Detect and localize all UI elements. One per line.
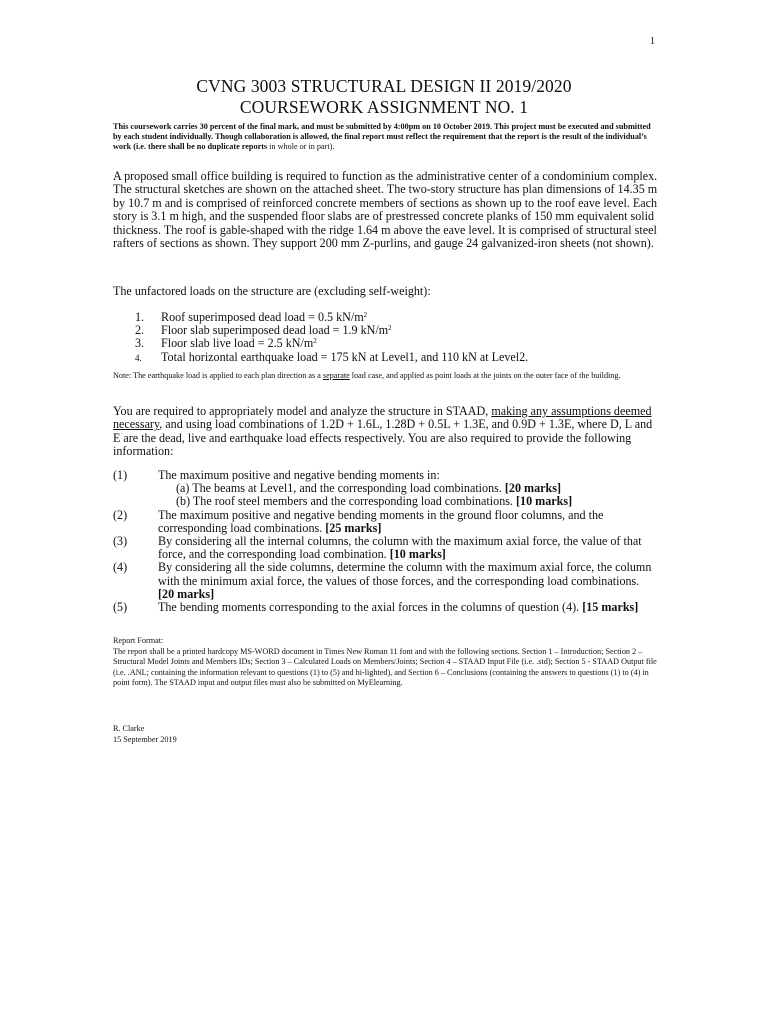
requirements-text-before: You are required to appropriately model and analyze the structure in STAAD, xyxy=(113,404,492,418)
list-item-number: 3. xyxy=(135,336,145,351)
marks-label: [20 marks] xyxy=(158,586,215,601)
report-format-section xyxy=(113,636,658,689)
intro-bold-text: This coursework carries 30 percent of the final mark, and must be submitted by 4:00pm on 10 October 2019. This project must be executed and submitted by each student individually. Though collaboration is allowed, the final report must reflect the requirement that the report is the result of the individual’s work (i.e. there shall be no duplicate reports xyxy=(113,122,651,151)
author-name: R. Clarke xyxy=(113,724,145,733)
list-item-text: Floor slab superimposed dead load = 1.9 kN/m xyxy=(161,323,389,338)
task-number: (1) xyxy=(113,468,128,482)
requirements-underlined: making any assumptions deemed necessary xyxy=(113,404,652,432)
task-item-2 xyxy=(113,509,658,535)
note-text-before: Note: The earthquake load is applied to each plan direction as a xyxy=(113,371,323,380)
task-text: The bending moments corresponding to the axial forces in the columns of question (4). xyxy=(158,600,583,615)
marks-label: [25 marks] xyxy=(325,520,382,535)
signature-date: 15 September 2019 xyxy=(113,734,177,744)
task-item-1 xyxy=(113,469,658,509)
report-format-body: The report shall be a printed hardcopy MS-WORD document in Times New Roman 11 font and with the following sections. Section 1 – Introduction; Section 2 – Structural Model Joints and Members IDs; Section 3 – Calculated Loads on Members/Joints; Section 4 – STAAD Input File (i.e. .std); Section 5 - STAAD Output file (i.e. .ANL; containing the information relevant to questions (1) to (5) and hi-lighted), and Section 6 – Conclusions (containing the answers to questions (1) to (4) in point form). The STAAD input and output files must also be submitted on MyElearning. xyxy=(113,646,657,688)
task-item-5 xyxy=(113,601,658,614)
task-item-3 xyxy=(113,535,658,561)
marks-label: [10 marks] xyxy=(516,494,573,509)
task-number: (4) xyxy=(113,560,128,575)
superscript: 2 xyxy=(363,311,368,319)
intro-notice xyxy=(113,122,658,152)
task-text: The maximum positive and negative bending moments in: xyxy=(158,468,440,482)
superscript: 2 xyxy=(313,337,317,346)
task-number: (2) xyxy=(113,507,128,522)
document-title xyxy=(0,76,768,118)
requirements-text-after: , and using load combinations of 1.2D + 1.6L, 1.28D + 0.5L + 1.3E, and 0.9D + 1.3E, where D, L and E are the dead, live and earthquake load effects respectively. You are also required to provide the following information: xyxy=(113,417,653,459)
list-item-text: Roof superimposed dead load = 0.5 kN/m xyxy=(161,310,364,324)
signature-block xyxy=(113,724,177,745)
list-item-text: Total horizontal earthquake load = 175 kN at Level1, and 110 kN at Level2. xyxy=(161,349,529,364)
paragraph-loads-intro: The unfactored loads on the structure are (excluding self-weight): xyxy=(113,284,431,298)
subitem-text: (a) The beams at Level1, and the corresponding load combinations. xyxy=(176,481,505,496)
subitem-text: (b) The roof steel members and the corresponding load combinations. xyxy=(176,494,516,509)
report-format-heading: Report Format: xyxy=(113,636,164,645)
marks-label: [15 marks] xyxy=(582,600,639,615)
note-underlined: separate xyxy=(322,371,350,380)
task-text: By considering all the side columns, determine the column with the maximum axial force, the column with the minimum axial force, the values of those forces, and the corresponding load combinations. xyxy=(158,560,652,588)
title-line-2: COURSEWORK ASSIGNMENT NO. 1 xyxy=(239,97,529,117)
marks-label: [10 marks] xyxy=(389,547,446,562)
page-number: 1 xyxy=(650,36,655,47)
task-number: (5) xyxy=(113,600,128,615)
list-item-text: Floor slab live load = 2.5 kN/m xyxy=(161,336,314,351)
list-item-number: 1. xyxy=(135,310,145,324)
list-item-number: 4. xyxy=(135,352,142,363)
intro-tail-text: in whole or in part). xyxy=(267,142,335,151)
earthquake-note xyxy=(113,371,658,382)
superscript: 2 xyxy=(388,324,392,333)
list-item-number: 2. xyxy=(135,323,145,338)
marks-label: [20 marks] xyxy=(504,481,561,496)
paragraph-requirements xyxy=(113,405,658,459)
title-line-1: CVNG 3003 STRUCTURAL DESIGN II 2019/2020 xyxy=(196,76,572,96)
task-text: The maximum positive and negative bending moments in the ground floor columns, and the corresponding load combinations. xyxy=(158,507,604,535)
list-item xyxy=(113,351,658,364)
task-item-4 xyxy=(113,561,658,601)
task-number: (3) xyxy=(113,534,128,549)
task-text: By considering all the internal columns, the column with the maximum axial force, the value of that force, and the corresponding load combination. xyxy=(158,534,642,562)
loads-list xyxy=(113,311,658,364)
tasks-list xyxy=(113,469,658,614)
note-text-after: load case, and applied as point loads at the joints on the outer face of the building. xyxy=(349,371,621,380)
paragraph-description: A proposed small office building is required to function as the administrative center of a condominium complex. The structural sketches are shown on the attached sheet. The two-story structure has plan dimensions of 14.35 m by 10.7 m and is comprised of reinforced concrete members of sections as shown up to the roof eave level. Each story is 3.1 m high, and the suspended floor slabs are of prestressed concrete planks of 150 mm equivalent solid thickness. The roof is gable-shaped with the ridge 1.64 m above the eave level. It is comprised of structural steel rafters of sections as shown. They support 200 mm Z-purlins, and gauge 24 galvanized-iron sheets (not shown). xyxy=(113,169,658,251)
